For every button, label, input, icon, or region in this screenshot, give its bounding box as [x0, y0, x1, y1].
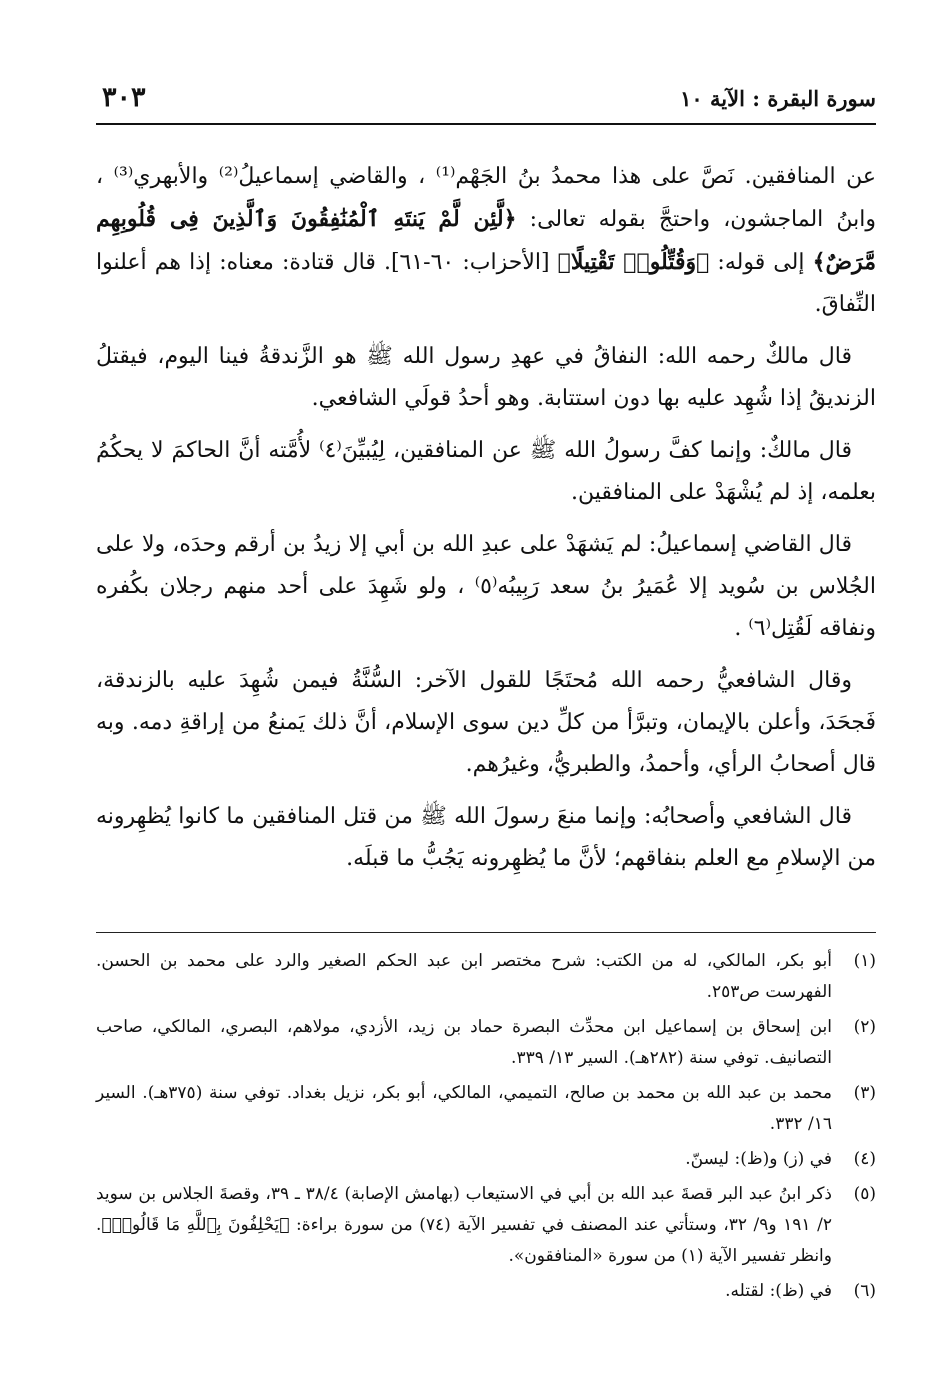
footnote-4 [96, 1144, 876, 1175]
paragraph-6: قال الشافعي وأصحابُه: وإنما منعَ رسولَ الله ﷺ من قتل المنافقين ما كانوا يُظهِرونه من الإسلامِ مع العلم بنفاقهم؛ لأنَّ ما يُظهِرونه يَجُبُّ ما قبلَه. [96, 804, 876, 871]
footnotes [96, 946, 876, 1311]
quran-quote-1: ﴿لَّئِن لَّمْ يَنتَهِ ٱلْمُنَٰفِقُونَ وَٱلَّذِينَ فِى قُلُوبِهِم مَّرَضٌ﴾ [96, 206, 876, 275]
paragraph-5: وقال الشافعيُّ رحمه الله مُحتَجًا للقول الآخر: السُّنَّةُ فيمن شُهِدَ عليه بالزندقة، فَجحَدَ، وأعلن بالإيمان، وتبرَّأ من كلِّ دين سوى الإسلام، أنَّ ذلك يَمنعُ من إراقةِ دمه. وبه قال أصحابُ الرأي، وأحمدُ، والطبريُّ، وغيرُهم. [96, 668, 876, 777]
footnote-number: (١) [853, 951, 876, 971]
quran-quote-2: ﴿وَقُتِّلُوا۟ تَقْتِيلًا﴾ [557, 249, 710, 275]
footnote-text: في (ظ): لقتله. [725, 1281, 832, 1301]
paragraph-1-mid: إلى قوله: [709, 250, 813, 275]
footnote-text: ابن إسحاق بن إسماعيل ابن محدِّث البصرة حماد بن زيد، الأزدي، مولاهم، البصري، المالكي، صاحب التصانيف. توفي سنة (٢٨٢هـ). السير ١٣/ ٣٣٩. [96, 1017, 832, 1068]
footnote-text: ذكر ابنُ عبد البر قصةَ عبد الله بن أبي في الاستيعاب (بهامش الإصابة) ٣٨/٤ ـ ٣٩، وقصةَ الجلاس بن سويد ٢/ ١٩١ و٩/ ٣٢، وستأتي عند المصنف في تفسير الآية (٧٤) من سورة براءة: ﴿يَحْلِفُونَ بِٱللَّهِ مَا قَالُوا۟﴾. وانظر تفسير الآية (١) من سورة «المنافقون». [96, 1184, 832, 1266]
footnote-text: في (ز) و(ظ): ليسنّ. [685, 1149, 832, 1169]
paragraph-2: قال مالكٌ رحمه الله: النفاقُ في عهدِ رسول الله ﷺ هو الزَّندقةُ فينا اليوم، فيقتلُ الزنديقُ إذا شُهِد عليه بها دون استتابة. وهو أحدُ قولَي الشافعي. [96, 344, 876, 411]
footnote-3 [96, 1078, 876, 1140]
main-text [96, 156, 876, 890]
paragraph-3: قال مالكٌ: وإنما كفَّ رسولُ الله ﷺ عن المنافقين، لِيُبيِّنَ⁽٤⁾ لأُمَّته أنَّ الحاكمَ لا يحكُمُ بعلمه، إذ لم يُشْهَدْ على المنافقين. [96, 438, 876, 505]
footnote-number: (٣) [853, 1083, 876, 1103]
surah-title: سورة البقرة : الآية ١٠ [680, 86, 876, 111]
paragraph-1 [96, 156, 876, 326]
page-number: ٣٠٣ [102, 82, 146, 113]
paragraph-1-post: [الأحزاب: ٦٠-٦١]. قال قتادة: معناه: إذا هم أعلنوا النِّفاقَ. [96, 250, 876, 317]
paragraph-1-pre: عن المنافقين. نَصَّ على هذا محمدُ بنُ الجَهْم⁽¹⁾ ، والقاضي إسماعيلُ⁽²⁾ والأبهري⁽³⁾ ، وابنُ الماجشون، واحتجَّ بقوله تعالى: [96, 164, 877, 232]
paragraph-4: قال القاضي إسماعيلُ: لم يَشهَدْ على عبدِ الله بن أبي إلا زيدُ بن أرقم وحدَه، ولا على الجُلاس بن سُويد إلا عُمَيرُ بنُ سعد رَبِيبُه⁽٥⁾ ، ولو شَهِدَ على أحد منهم رجلان بكُفره ونفاقه لَقُتِل⁽٦⁾ . [96, 532, 876, 641]
header-rule [96, 123, 876, 125]
footnote-number: (٦) [853, 1281, 876, 1301]
footnote-2 [96, 1012, 876, 1074]
footnote-number: (٥) [853, 1184, 876, 1204]
footnote-number: (٤) [853, 1149, 876, 1169]
footnote-separator [96, 932, 876, 933]
footnote-5 [96, 1179, 876, 1272]
footnote-6 [96, 1276, 876, 1307]
footnote-1 [96, 946, 876, 1008]
footnote-number: (٢) [853, 1017, 876, 1037]
running-header [96, 80, 876, 120]
footnote-text: أبو بكر، المالكي، له من الكتب: شرح مختصر ابن عبد الحكم الصغير والرد على محمد بن الحسن. الفهرست ص٢٥٣. [96, 951, 832, 1002]
footnote-text: محمد بن عبد الله بن محمد بن صالح، التميمي، المالكي، أبو بكر، نزيل بغداد. توفي سنة (٣٧٥هـ). السير ١٦/ ٣٣٢. [96, 1083, 832, 1134]
